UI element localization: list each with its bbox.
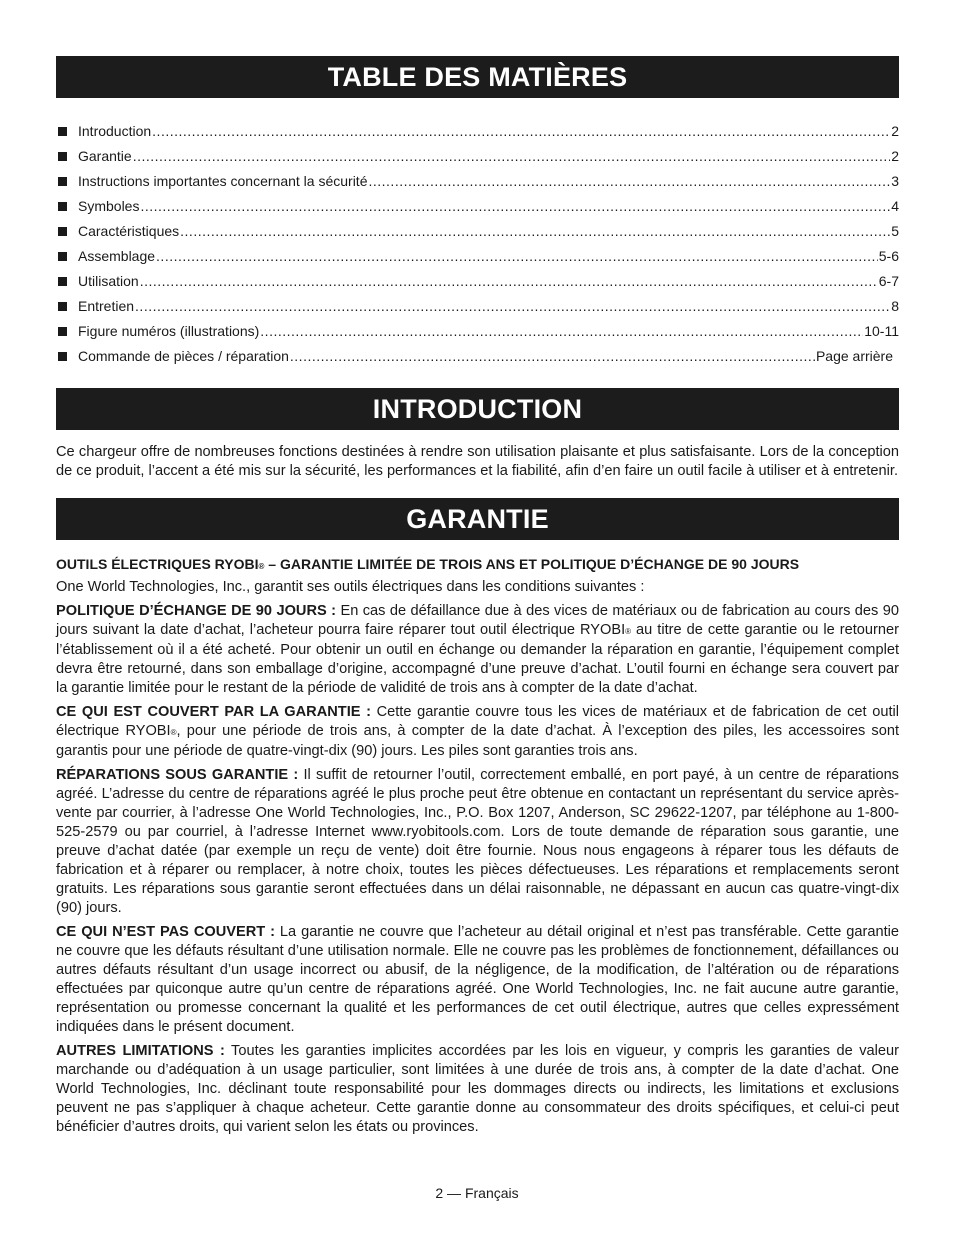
garantie-heading: OUTILS ÉLECTRIQUES RYOBI® – GARANTIE LIMITÉE DE TROIS ANS ET POLITIQUE D’ÉCHANGE DE 90 JOURS [56,556,800,572]
bullet-square-icon [58,227,67,236]
dot-leader [290,348,815,364]
toc-item: Symboles ..... 4 [56,198,899,223]
table-of-contents [56,123,899,373]
dot-leader [140,198,890,214]
politique-paragraph: POLITIQUE D’ÉCHANGE DE 90 JOURS : En cas de défaillance due à des vices de matériaux ou de fabrication au cours des 90 jours suivant la date d’achat, l’acheteur pourra faire réparer tout outil électrique RYOBI® au titre de cette garantie ou le retourner l’établissement où il a été acheté. Pour obtenir un outil en échange ou demander la réparation en garantie, l’équipement complet devra être retourné, dans son emballage d’origine, accompagné d’une preuve d’achat. L’outil fourni en échange sera couvert par la garantie limitée pour le restant de la période de validité de trois ans à compter de la date d’achat. [56,603,899,696]
garantie-intro: One World Technologies, Inc., garantit ses outils électriques dans les conditions suivantes : [56,579,645,595]
toc-item: Caractéristiques ..... 5 [56,223,899,248]
dot-leader [135,298,890,314]
bullet-square-icon [58,327,67,336]
toc-item: Commande de pièces / réparation ..... Page arrière [56,348,899,373]
page [56,56,899,1137]
limitations-paragraph: AUTRES LIMITATIONS : Toutes les garanties implicites accordées par les lois en vigueur, y compris les garanties de valeur marchande ou d’adéquation à un usage particulier, sont limitées à une durée de trois ans, à compter de la date d’achat. One World Technologies, Inc. déclinant toute responsabilité pour les dommages directs ou indirects, les limitations et exclusions peuvent ne pas s’appliquer à chaque acheteur. Cette garantie donne au consommateur des droits spécifiques, et celui-ci peut bénéficier d’autres droits, qui varient selon les états ou provinces. [56,1043,899,1135]
toc-item: Instructions importantes concernant la sécurité ..... 3 [56,173,899,198]
non-couvert-paragraph: CE QUI N’EST PAS COUVERT : La garantie ne couvre que l’acheteur au détail original et n’est pas transférable. Cette garantie ne couvre que les défauts résultant d’une utilisation normale. Elle ne couvre pas les problèmes de fonctionnement, défaillances ou autres défauts résultant d’un usage incorrect ou abusif, de la négligence, de la modification, de l’altération ou de réparations effectuées par quiconque autre qu’un centre de réparations agréé. One World Technologies, Inc. ne fait aucune autre garantie, représentation ou promesse concernant la qualité et les performances de cet outil électrique, autres que celles expressément indiquées dans le présent document. [56,924,899,1035]
page-footer: 2 — Français [435,1185,519,1201]
couvert-paragraph: CE QUI EST COUVERT PAR LA GARANTIE : Cette garantie couvre tous les vices de matériaux et de fabrication de cet outil électrique RYOBI®, pour une période de trois ans, à compter de la date d’achat. À l’exception des piles, les accessoires sont garantis pour une période de quatre-vingt-dix (90) jours. Les piles sont garanties trois ans. [56,704,900,759]
bullet-square-icon [58,127,67,136]
dot-leader [180,223,890,239]
dot-leader [133,148,891,164]
dot-leader [368,173,890,189]
introduction-title: INTRODUCTION [56,388,899,430]
garantie-title: GARANTIE [56,498,899,540]
toc-item: Garantie ..... 2 [56,148,899,173]
toc-item: Figure numéros (illustrations) ..... 10-11 [56,323,899,348]
toc-title: TABLE DES MATIÈRES [56,56,899,98]
bullet-square-icon [58,202,67,211]
bullet-square-icon [58,177,67,186]
bullet-square-icon [58,302,67,311]
dot-leader [156,248,878,264]
toc-item: Assemblage ..... 5-6 [56,248,899,273]
bullet-square-icon [58,252,67,261]
bullet-square-icon [58,152,67,161]
toc-item: Introduction ..... 2 [56,123,899,148]
toc-item: Entretien ..... 8 [56,298,899,323]
bullet-square-icon [58,352,67,361]
dot-leader [140,273,878,289]
bullet-square-icon [58,277,67,286]
reparations-paragraph: RÉPARATIONS SOUS GARANTIE : Il suffit de retourner l’outil, correctement emballé, en port payé, à un centre de réparations agréé. L’adresse du centre de réparations agréé le plus proche peut être obtenue en contactant un représentant du service après-vente par courrier, à l’adresse One World Technologies, Inc., P.O. Box 1207, Anderson, SC 29622-1207, par téléphone au 1-800-525-2579 ou par courriel, à l’adresse Internet www.ryobitools.com. Lors de toute demande de réparation sous garantie, une preuve d’achat datée (par exemple un reçu de vente) doit être fournie. Nous nous engageons à réparer tous les défauts de fabrication et à réparer ou remplacer, à notre choix, toutes les pièces défectueuses. Les réparations et remplacements seront gratuits. Les réparations sous garantie seront effectuées dans un délai raisonnable, ne dépassant en aucun cas quatre-vingt-dix (90) jours. [56,767,899,916]
toc-item: Utilisation ..... 6-7 [56,273,899,298]
dot-leader [260,323,863,339]
introduction-text: Ce chargeur offre de nombreuses fonctions destinées à rendre son utilisation plaisante et plus satisfaisante. Lors de la conception de ce produit, l’accent a été mis sur la sécurité, les performances et la fiabilité, afin d’en faire un outil facile à utiliser et à entretenir. [56,444,899,479]
dot-leader [152,123,890,139]
